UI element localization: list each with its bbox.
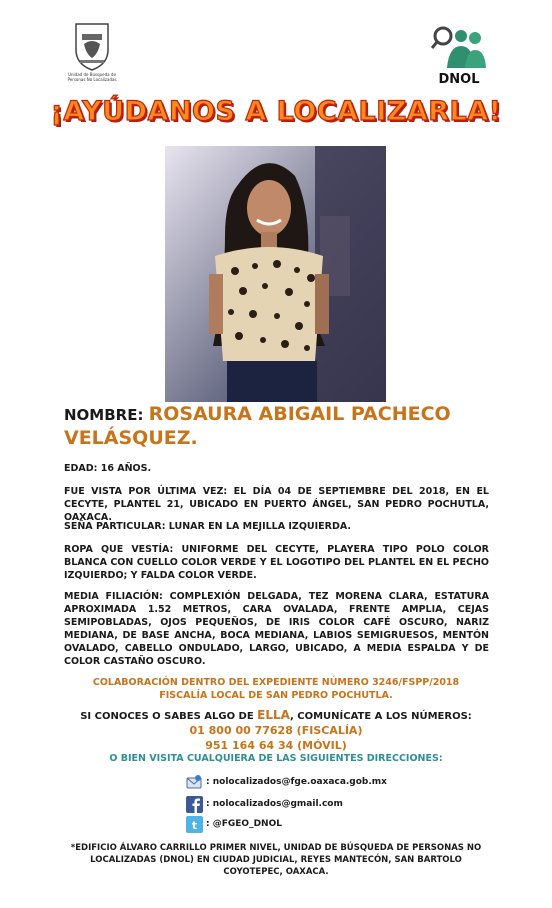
fiscalia-seal-logo	[64, 20, 120, 90]
footer-address: *EDIFICIO ÁLVARO CARRILLO PRIMER NIVEL, UNIDAD DE BÚSQUEDA DE PERSONAS NO LOCALIZADAS (DNOL) EN CIUDAD JUDICIAL, REYES MANTECÓN, SAN BARTOLO COYOTEPEC, OAXACA.	[70, 843, 482, 877]
email-row[interactable]	[186, 773, 387, 791]
age-text: EDAD: 16 AÑOS.	[64, 463, 152, 474]
phone-fiscalia[interactable]: 01 800 00 77628 (FISCALÍA)	[189, 724, 363, 737]
contact-intro	[40, 708, 512, 722]
name-block	[64, 402, 504, 450]
headline: ¡AYÚDANOS A LOCALIZARLA!	[50, 96, 502, 127]
seal-icon	[72, 20, 112, 72]
twitter-text[interactable]: : @FGEO_DNOL	[206, 819, 282, 829]
contact-intro-ella: ELLA	[257, 708, 290, 722]
dnol-logo	[428, 24, 490, 88]
phone-mobile[interactable]: 951 164 64 34 (MÓVIL)	[205, 739, 347, 752]
clothing-text: ROPA QUE VESTÍA: UNIFORME DEL CECYTE, PLAYERA TIPO POLO COLOR BLANCA CON CUELLO COLOR VERDE Y EL LOGOTIPO DEL PLANTEL EN EL PECHO IZQUIERDO; Y FALDA COLOR VERDE.	[64, 544, 489, 581]
contact-intro-before: SI CONOCES O SABES ALGO DE	[80, 711, 258, 722]
facebook-row[interactable]	[186, 795, 343, 813]
email-text[interactable]: : nolocalizados@fge.oaxaca.gob.mx	[206, 777, 387, 787]
facebook-icon	[186, 796, 203, 813]
distinguishing-mark-text: SEÑA PARTICULAR: LUNAR EN LA MEJILLA IZQUIERDA.	[64, 521, 351, 532]
dnol-icon	[431, 24, 487, 70]
visit-directions: O BIEN VISITA CUALQUIERA DE LAS SIGUIENTES DIRECCIONES:	[109, 753, 443, 764]
facebook-text[interactable]: : nolocalizados@gmail.com	[206, 799, 343, 809]
dnol-label: DNOL	[438, 72, 480, 87]
svg-text:t: t	[191, 818, 198, 832]
twitter-row[interactable]	[186, 815, 282, 833]
twitter-icon	[186, 816, 203, 833]
collaboration-line-1: COLABORACIÓN DENTRO DEL EXPEDIENTE NÚMERO 3246/FSPP/2018	[92, 677, 460, 688]
last-seen-text: FUE VISTA POR ÚLTIMA VEZ: EL DÍA 04 DE SEPTIEMBRE DEL 2018, EN EL CECYTE, PLANTEL 21, UBICADO EN PUERTO ÁNGEL, SAN PEDRO POCHUTLA, OAXACA.	[64, 486, 489, 523]
name-line-1: ROSAURA ABIGAIL PACHECO	[148, 403, 451, 425]
email-icon	[186, 774, 203, 791]
seal-caption: Unidad de Búsqueda de Personas No Localizadas	[67, 72, 117, 82]
missing-person-photo	[165, 146, 386, 402]
physical-description-text: MEDIA FILIACIÓN: COMPLEXIÓN DELGADA, TEZ MORENA CLARA, ESTATURA APROXIMADA 1.52 METROS, CARA OVALADA, FRENTE AMPLIA, CEJAS SEMIPOBLADAS, OJOS PEQUEÑOS, DE IRIS COLOR CAFÉ OSCURO, NARIZ MEDIANA, DE BASE ANCHA, BOCA MEDIANA, LABIOS SEMIGRUESOS, MENTÓN OVALADO, CABELLO ONDULADO, LARGO, UBICADO, A MEDIA ESPALDA Y DE COLOR CASTAÑO OSCURO.	[64, 591, 489, 667]
collaboration-line-2: FISCALÍA LOCAL DE SAN PEDRO POCHUTLA.	[159, 690, 393, 701]
name-line-2: VELÁSQUEZ.	[64, 427, 198, 449]
name-label: NOMBRE:	[64, 406, 144, 424]
contact-intro-after: , COMUNÍCATE A LOS NÚMEROS:	[289, 711, 472, 722]
